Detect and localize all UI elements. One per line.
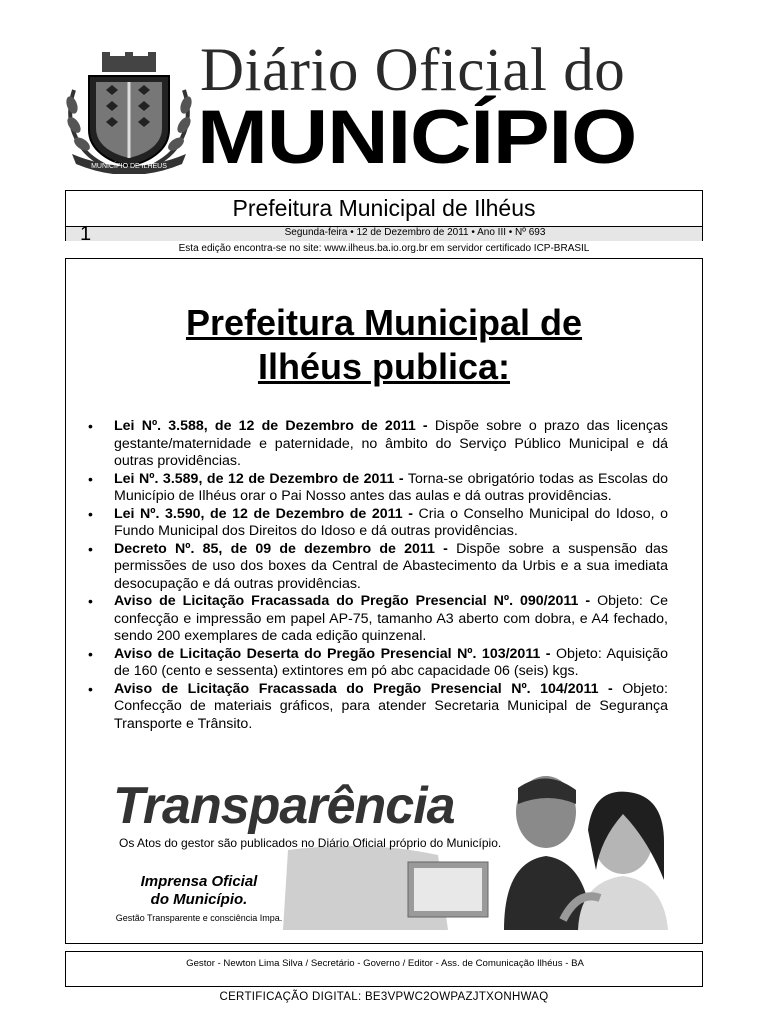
item-description: Objeto: Ce confecção e impressão em papel AP-75, tamanho A3 aberto com dobra, e A4 fechado, sendo 200 exemplares de cada edição quinzenal.	[114, 593, 668, 644]
item-description: Dispõe sobre o prazo das licenças gestante/maternidade e paternidade, no âmbito do Serviço Público Municipal e dá outras providências.	[114, 418, 668, 469]
bullet-icon: •	[88, 645, 93, 662]
list-item	[88, 506, 668, 541]
item-title: Aviso de Licitação Deserta do Pregão Presencial Nº. 103/2011 -	[114, 645, 551, 662]
digital-certification: CERTIFICAÇÃO DIGITAL: BE3VPWC2OWPAZJTXONHWAQ	[219, 991, 549, 1003]
list-item	[88, 418, 668, 471]
main-headline	[66, 301, 702, 389]
headline-line-2: Ilhéus publica:	[257, 346, 511, 387]
transparencia-subtitle: Os Atos do gestor são publicados no Diário Oficial próprio do Município.	[119, 836, 502, 850]
edition-date-line: Segunda-feira • 12 de Dezembro de 2011 • Ano III • Nº 693	[284, 227, 546, 238]
item-title: Aviso de Licitação Fracassada do Pregão Presencial Nº. 104/2011 -	[114, 680, 613, 697]
footer-box	[65, 951, 703, 987]
masthead-title-bottom: MUNICÍPIO	[197, 95, 637, 180]
footer-credits: Gestor - Newton Lima Silva / Secretário - Governo / Editor - Ass. de Comunicação Ilhéus - BA	[186, 958, 584, 969]
imprensa-tagline: Gestão Transparente e consciência Impa.	[115, 913, 283, 923]
bullet-icon: •	[88, 505, 93, 522]
bullet-icon: •	[88, 418, 93, 434]
item-description: Dispõe sobre a suspensão das permissões de uso dos boxes da Central de Abastecimento da Urbis e a sua imediata desocupação e dá outras providências.	[114, 540, 668, 592]
website-notice: Esta edição encontra-se no site: www.ilheus.ba.io.org.br em servidor certificado ICP-BRASIL	[178, 243, 590, 254]
seal-ribbon-text: MUNICÍPIO DE ILHÉUS	[91, 163, 167, 170]
item-description: Objeto: Confecção de materiais gráficos, para atender Secretaria Municipal de Segurança Transporte e Trânsito.	[114, 680, 669, 732]
list-item	[88, 471, 668, 506]
item-description: Torna-se obrigatório todas as Escolas do Município de Ilhéus orar o Pai Nosso antes das aulas e dá outras providências.	[114, 470, 668, 504]
item-title: Lei Nº. 3.588, de 12 de Dezembro de 2011 -	[114, 418, 428, 434]
headline-line-1: Prefeitura Municipal de	[185, 302, 583, 343]
item-description: Cria o Conselho Municipal do Idoso, o Fundo Municipal dos Direitos do Idoso e dá outras providências.	[114, 505, 668, 539]
municipal-coat-of-arms	[64, 50, 194, 174]
item-title: Lei Nº. 3.590, de 12 de Dezembro de 2011 -	[114, 505, 413, 522]
list-item	[88, 681, 668, 734]
masthead-title-top: Diário Oficial do	[200, 37, 626, 104]
imprensa-oficial-logo	[124, 873, 274, 909]
bullet-icon: •	[88, 680, 93, 697]
transparencia-title: Transparência	[113, 777, 455, 835]
item-description: Objeto: Aquisição de 160 (cento e sessenta) extintores em pó abc capacidade 06 (seis) kgs.	[114, 645, 668, 679]
imprensa-line-1: Imprensa Oficial	[140, 873, 258, 890]
item-title: Decreto Nº. 85, de 09 de dezembro de 2011 -	[114, 540, 448, 557]
item-title: Aviso de Licitação Fracassada do Pregão Presencial Nº. 090/2011 -	[114, 593, 591, 609]
header-title: Prefeitura Municipal de Ilhéus	[232, 195, 536, 221]
bullet-icon: •	[88, 540, 93, 557]
page-number: 1	[80, 223, 92, 245]
item-title: Lei Nº. 3.589, de 12 de Dezembro de 2011 -	[114, 470, 404, 487]
publication-list	[88, 418, 668, 733]
list-item	[88, 646, 668, 681]
list-item	[88, 541, 668, 594]
imprensa-line-2: do Município.	[150, 891, 248, 908]
bullet-icon: •	[88, 593, 93, 609]
bullet-icon: •	[88, 470, 93, 487]
list-item	[88, 593, 668, 646]
